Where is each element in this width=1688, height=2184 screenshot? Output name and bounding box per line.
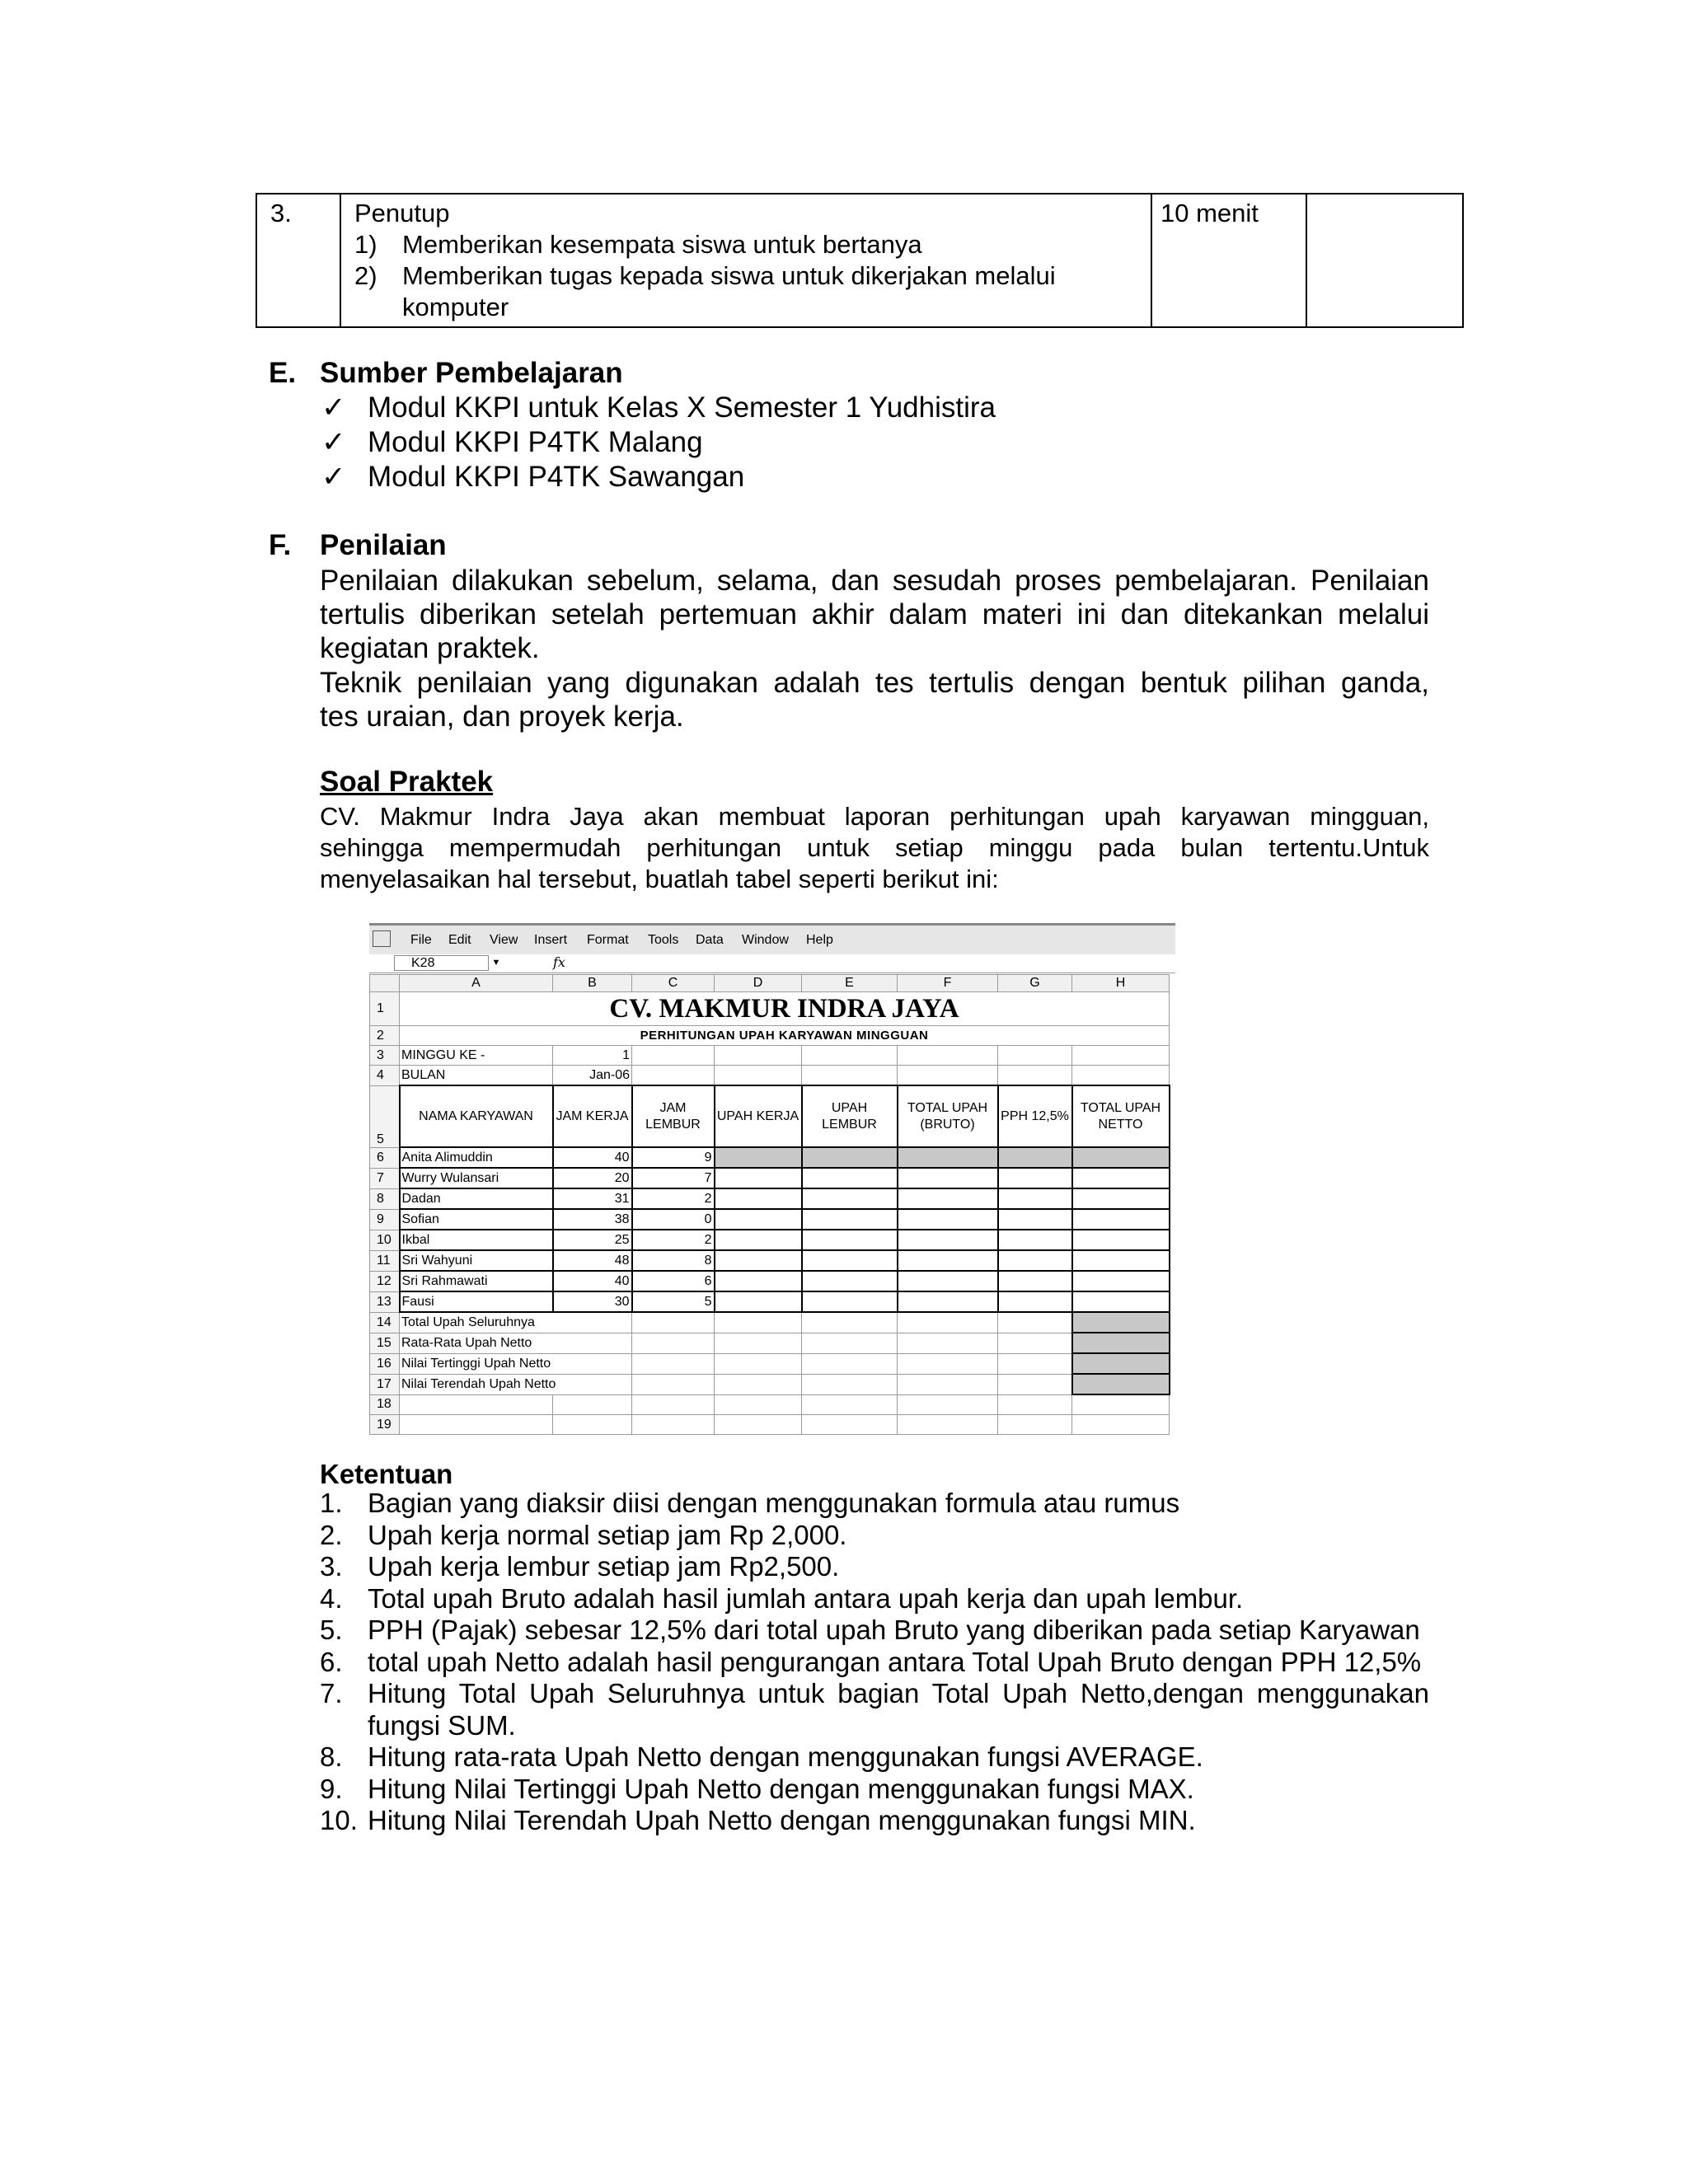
formula-cell[interactable] (1072, 1147, 1170, 1168)
cell[interactable]: MINGGU KE - (400, 1046, 553, 1066)
cell[interactable] (998, 1415, 1072, 1435)
cell[interactable] (802, 1046, 898, 1066)
formula-cell[interactable] (998, 1209, 1072, 1230)
formula-cell[interactable] (802, 1291, 898, 1312)
formula-cell[interactable] (898, 1209, 998, 1230)
formula-cell[interactable] (715, 1209, 802, 1230)
function-icon[interactable]: fx (553, 954, 565, 970)
item-text: PPH (Pajak) sebesar 12,5% dari total upah Bruto yang diberikan pada setiap Karyawan (368, 1615, 1420, 1645)
employee-name[interactable]: Anita Alimuddin (400, 1147, 553, 1168)
text-line: kegiatan praktek. (320, 632, 540, 664)
cell[interactable] (802, 1066, 898, 1086)
text-line: tes uraian, dan proyek kerja. (320, 701, 684, 733)
time-cell: 10 menit (1151, 194, 1306, 327)
column-header[interactable]: E (802, 975, 898, 992)
employee-row (370, 1250, 1170, 1271)
cell[interactable] (802, 1353, 898, 1374)
jam-lembur[interactable]: 0 (632, 1209, 715, 1230)
cell[interactable]: 1 (553, 1046, 632, 1066)
row-header[interactable]: 9 (370, 1209, 400, 1230)
jam-lembur[interactable]: 5 (632, 1291, 715, 1312)
jam-lembur[interactable]: 7 (632, 1168, 715, 1188)
source-text: Modul KKPI P4TK Malang (368, 426, 703, 458)
sheet-row (370, 1085, 1170, 1147)
item-number: 1. (320, 1488, 343, 1518)
row-header[interactable]: 12 (370, 1271, 400, 1291)
item-text: Hitung Total Upah Seluruhnya untuk bagian Total Upah Netto,dengan menggunakan fungsi SUM. (368, 1678, 1429, 1741)
corner-cell[interactable] (370, 975, 400, 992)
summary-row (370, 1333, 1170, 1353)
employee-row (370, 1271, 1170, 1291)
column-header[interactable]: H (1072, 975, 1170, 992)
cell[interactable] (998, 1066, 1072, 1086)
cell[interactable] (802, 1415, 898, 1435)
ketentuan-item (320, 1488, 1429, 1520)
formula-cell[interactable] (715, 1168, 802, 1188)
formula-cell[interactable] (898, 1168, 998, 1188)
formula-cell[interactable] (715, 1250, 802, 1271)
item-number: 5. (320, 1615, 343, 1645)
formula-cell[interactable] (1072, 1271, 1170, 1291)
employee-row (370, 1209, 1170, 1230)
row-header[interactable]: 7 (370, 1168, 400, 1188)
summary-value-cell[interactable] (1072, 1333, 1170, 1353)
formula-cell[interactable] (715, 1147, 802, 1168)
employee-row (370, 1230, 1170, 1250)
formula-cell[interactable] (1072, 1188, 1170, 1209)
summary-row (370, 1374, 1170, 1394)
check-icon: ✓ (321, 426, 346, 458)
sheet-icon (373, 930, 391, 947)
employee-name[interactable]: Fausi (400, 1291, 553, 1312)
source-item (321, 426, 703, 459)
formula-cell[interactable] (802, 1147, 898, 1168)
empty-cell (1306, 194, 1463, 327)
employee-name[interactable]: Wurry Wulansari (400, 1168, 553, 1188)
row-header[interactable]: 18 (370, 1394, 400, 1415)
activity-item (354, 229, 1142, 260)
employee-name[interactable]: Sri Wahyuni (400, 1250, 553, 1271)
cell[interactable] (715, 1066, 802, 1086)
menu-view[interactable]: View (490, 933, 518, 947)
row-header[interactable]: 16 (370, 1353, 400, 1374)
cell[interactable] (400, 1415, 553, 1435)
sheet-row (370, 1046, 1170, 1066)
activity-table (256, 193, 1464, 328)
cell[interactable] (898, 1394, 998, 1415)
cell[interactable] (802, 1394, 898, 1415)
text-line: CV. Makmur Indra Jaya akan membuat laporan perhitungan upah karyawan mingguan, (320, 802, 1429, 831)
cell[interactable] (553, 1415, 632, 1435)
jam-kerja[interactable]: 30 (553, 1291, 632, 1312)
menu-bar (369, 923, 1175, 954)
ketentuan-item (320, 1805, 1429, 1837)
check-icon: ✓ (321, 391, 346, 424)
row-header[interactable]: 17 (370, 1374, 400, 1394)
formula-cell[interactable] (1072, 1291, 1170, 1312)
formula-cell[interactable] (998, 1147, 1072, 1168)
formula-cell[interactable] (998, 1168, 1072, 1188)
cell[interactable] (632, 1312, 715, 1333)
jam-lembur[interactable]: 6 (632, 1271, 715, 1291)
spreadsheet-image (369, 923, 1175, 1438)
section-title: Sumber Pembelajaran (320, 357, 623, 389)
item-number: 3. (320, 1551, 343, 1582)
jam-lembur[interactable]: 2 (632, 1188, 715, 1209)
item-text: Hitung rata-rata Upah Netto dengan menggunakan fungsi AVERAGE. (368, 1741, 1203, 1772)
ketentuan-item (320, 1774, 1429, 1806)
formula-cell[interactable] (998, 1271, 1072, 1291)
summary-row (370, 1312, 1170, 1333)
ketentuan-item (320, 1647, 1429, 1679)
cell[interactable] (1072, 1415, 1170, 1435)
section-f-heading (269, 529, 447, 562)
item-number: 6. (320, 1646, 343, 1677)
cell[interactable] (400, 1394, 553, 1415)
sheet-row (370, 1415, 1170, 1435)
ketentuan-item (320, 1583, 1429, 1615)
formula-cell[interactable] (998, 1188, 1072, 1209)
text-line: sehingga mempermudah perhitungan untuk setiap minggu pada bulan tertentu.Untuk (320, 833, 1429, 862)
menu-tools[interactable]: Tools (648, 933, 679, 947)
menu-insert[interactable]: Insert (534, 933, 568, 947)
formula-cell[interactable] (898, 1230, 998, 1250)
row-header[interactable]: 11 (370, 1250, 400, 1271)
summary-row (370, 1353, 1170, 1374)
check-icon: ✓ (321, 461, 346, 493)
cell[interactable] (898, 1415, 998, 1435)
header-cell[interactable]: TOTAL UPAH (BRUTO) (898, 1085, 998, 1147)
header-cell[interactable]: UPAH KERJA (715, 1085, 802, 1147)
formula-cell[interactable] (998, 1250, 1072, 1271)
cell[interactable] (898, 1353, 998, 1374)
formula-cell[interactable] (898, 1271, 998, 1291)
employee-name[interactable]: Sri Rahmawati (400, 1271, 553, 1291)
cell[interactable] (802, 1374, 898, 1394)
formula-cell[interactable] (715, 1188, 802, 1209)
summary-label[interactable]: Total Upah Seluruhnya (400, 1312, 632, 1333)
penilaian-paragraph-2 (320, 666, 1429, 733)
cell[interactable] (898, 1374, 998, 1394)
column-header[interactable]: B (553, 975, 632, 992)
cell[interactable] (715, 1415, 802, 1435)
chevron-down-icon[interactable]: ▼ (491, 958, 501, 968)
cell[interactable] (998, 1394, 1072, 1415)
column-header[interactable]: C (632, 975, 715, 992)
source-item (321, 391, 996, 424)
jam-kerja[interactable]: 48 (553, 1250, 632, 1271)
row-header[interactable]: 4 (370, 1066, 400, 1086)
cell[interactable] (715, 1312, 802, 1333)
source-item (321, 461, 744, 494)
penilaian-paragraph-1 (320, 564, 1429, 665)
formula-cell[interactable] (898, 1250, 998, 1271)
cell[interactable] (553, 1394, 632, 1415)
formula-cell[interactable] (898, 1291, 998, 1312)
formula-cell[interactable] (802, 1188, 898, 1209)
cell[interactable] (1072, 1394, 1170, 1415)
cell[interactable] (1072, 1046, 1170, 1066)
section-letter: F. (269, 529, 292, 561)
summary-label[interactable]: Rata-Rata Upah Netto (400, 1333, 632, 1353)
summary-value-cell[interactable] (1072, 1353, 1170, 1374)
row-header[interactable]: 10 (370, 1230, 400, 1250)
jam-lembur[interactable]: 2 (632, 1230, 715, 1250)
cell[interactable] (998, 1046, 1072, 1066)
sheet-subtitle[interactable]: PERHITUNGAN UPAH KARYAWAN MINGGUAN (400, 1026, 1170, 1046)
formula-cell[interactable] (1072, 1230, 1170, 1250)
jam-kerja[interactable]: 31 (553, 1188, 632, 1209)
header-cell[interactable]: UPAH LEMBUR (802, 1085, 898, 1147)
employee-name[interactable]: Ikbal (400, 1230, 553, 1250)
cell[interactable] (898, 1046, 998, 1066)
row-header[interactable]: 3 (370, 1046, 400, 1066)
item-text: Total upah Bruto adalah hasil jumlah antara upah kerja dan upah lembur. (368, 1582, 1244, 1614)
formula-cell[interactable] (1072, 1168, 1170, 1188)
cell[interactable] (632, 1394, 715, 1415)
cell[interactable] (632, 1046, 715, 1066)
employee-name[interactable]: Dadan (400, 1188, 553, 1209)
item-number: 4. (320, 1582, 343, 1614)
header-cell[interactable]: NAMA KARYAWAN (400, 1085, 553, 1147)
formula-cell[interactable] (1072, 1209, 1170, 1230)
row-number: 3. (256, 194, 340, 327)
employee-row (370, 1147, 1170, 1168)
cell[interactable] (715, 1333, 802, 1353)
item-number: 7. (320, 1678, 343, 1708)
item-number: 9. (320, 1773, 343, 1804)
menu-format[interactable]: Format (587, 933, 629, 947)
menu-window[interactable]: Window (742, 933, 789, 947)
column-header[interactable]: A (400, 975, 553, 992)
section-e-heading (269, 357, 623, 390)
formula-cell[interactable] (802, 1250, 898, 1271)
cell[interactable] (632, 1333, 715, 1353)
source-text: Modul KKPI untuk Kelas X Semester 1 Yudhistira (368, 391, 996, 424)
header-cell[interactable]: PPH 12,5% (998, 1085, 1072, 1147)
ketentuan-item (320, 1615, 1429, 1647)
item-text: Memberikan kesempata siswa untuk bertanya (402, 230, 922, 259)
item-text: Hitung Nilai Tertinggi Upah Netto dengan menggunakan fungsi MAX. (368, 1773, 1194, 1804)
column-header[interactable]: D (715, 975, 802, 992)
soal-paragraph (320, 801, 1429, 895)
item-number: 2. (320, 1519, 343, 1550)
summary-value-cell[interactable] (1072, 1312, 1170, 1333)
cell[interactable] (715, 1394, 802, 1415)
cell[interactable] (898, 1333, 998, 1353)
row-header[interactable]: 1 (370, 992, 400, 1026)
formula-cell[interactable] (802, 1271, 898, 1291)
employee-row (370, 1168, 1170, 1188)
text-line: tertulis diberikan setelah pertemuan akhir dalam materi ini dan ditekankan melalui (320, 598, 1429, 630)
cell[interactable]: Jan-06 (553, 1066, 632, 1086)
item-number: 1) (354, 230, 377, 259)
formula-cell[interactable] (715, 1230, 802, 1250)
summary-label[interactable]: Nilai Terendah Upah Netto (400, 1374, 632, 1394)
formula-cell[interactable] (715, 1291, 802, 1312)
row-header[interactable]: 5 (370, 1085, 400, 1147)
formula-cell[interactable] (998, 1291, 1072, 1312)
formula-bar (369, 954, 1175, 973)
cell[interactable] (898, 1312, 998, 1333)
item-text: Upah kerja lembur setiap jam Rp2,500. (368, 1551, 840, 1582)
cell[interactable] (898, 1066, 998, 1086)
formula-cell[interactable] (802, 1168, 898, 1188)
cell[interactable] (998, 1312, 1072, 1333)
ketentuan-item (320, 1678, 1429, 1741)
employee-row (370, 1291, 1170, 1312)
sheet-row (370, 1394, 1170, 1415)
ketentuan-list (320, 1488, 1429, 1837)
jam-lembur[interactable]: 9 (632, 1147, 715, 1168)
cell[interactable] (715, 1353, 802, 1374)
header-cell[interactable]: TOTAL UPAH NETTO (1072, 1085, 1170, 1147)
jam-kerja[interactable]: 38 (553, 1209, 632, 1230)
row-header[interactable]: 13 (370, 1291, 400, 1312)
cell[interactable] (802, 1333, 898, 1353)
employee-row (370, 1188, 1170, 1209)
jam-kerja[interactable]: 40 (553, 1271, 632, 1291)
jam-kerja[interactable]: 25 (553, 1230, 632, 1250)
column-header-row (370, 975, 1170, 992)
row-header[interactable]: 8 (370, 1188, 400, 1209)
row-header[interactable]: 19 (370, 1415, 400, 1435)
formula-cell[interactable] (998, 1230, 1072, 1250)
text-line: Teknik penilaian yang digunakan adalah tes tertulis dengan bentuk pilihan ganda, (320, 667, 1429, 699)
item-text: Bagian yang diaksir diisi dengan menggunakan formula atau rumus (368, 1488, 1180, 1518)
sheet-row (370, 1026, 1170, 1046)
jam-lembur[interactable]: 8 (632, 1250, 715, 1271)
sheet-title[interactable]: CV. MAKMUR INDRA JAYA (400, 992, 1170, 1026)
formula-cell[interactable] (898, 1147, 998, 1168)
cell[interactable] (998, 1333, 1072, 1353)
ketentuan-item (320, 1741, 1429, 1774)
menu-file[interactable]: File (410, 933, 432, 947)
cell[interactable] (632, 1066, 715, 1086)
row-header[interactable]: 14 (370, 1312, 400, 1333)
cell[interactable] (715, 1046, 802, 1066)
jam-kerja[interactable]: 20 (553, 1168, 632, 1188)
cell[interactable] (1072, 1066, 1170, 1086)
sheet-grid (369, 974, 1170, 1435)
menu-help[interactable]: Help (806, 933, 833, 947)
item-text: Hitung Nilai Terendah Upah Netto dengan menggunakan fungsi MIN. (368, 1805, 1196, 1835)
ketentuan-item (320, 1551, 1429, 1583)
item-text: total upah Netto adalah hasil pengurangan antara Total Upah Bruto dengan PPH 12,5% (368, 1646, 1422, 1677)
item-text: Memberikan tugas kepada siswa untuk dikerjakan melalui komputer (402, 261, 1056, 321)
column-header[interactable]: G (998, 975, 1072, 992)
sheet-row (370, 1066, 1170, 1086)
formula-cell[interactable] (1072, 1250, 1170, 1271)
text-line: menyelasaikan hal tersebut, buatlah tabel seperti berikut ini: (320, 865, 999, 893)
formula-cell[interactable] (715, 1271, 802, 1291)
source-text: Modul KKPI P4TK Sawangan (368, 461, 745, 493)
cell[interactable] (998, 1374, 1072, 1394)
item-text: Upah kerja normal setiap jam Rp 2,000. (368, 1519, 847, 1550)
activity-item (354, 260, 1142, 323)
activity-title: Penutup (354, 199, 450, 227)
item-number: 8. (320, 1741, 343, 1772)
menu-edit[interactable]: Edit (448, 933, 471, 947)
sheet-row (370, 992, 1170, 1026)
cell[interactable]: BULAN (400, 1066, 553, 1086)
employee-name[interactable]: Sofian (400, 1209, 553, 1230)
text-line: Penilaian dilakukan sebelum, selama, dan sesudah proses pembelajaran. Penilaian (320, 565, 1429, 597)
cell[interactable] (632, 1353, 715, 1374)
summary-value-cell[interactable] (1072, 1374, 1170, 1394)
formula-cell[interactable] (802, 1209, 898, 1230)
section-title: Penilaian (320, 529, 447, 561)
ketentuan-heading: Ketentuan (320, 1459, 453, 1489)
summary-label[interactable]: Nilai Tertinggi Upah Netto (400, 1353, 632, 1374)
item-number: 2) (354, 261, 377, 290)
header-cell[interactable]: JAM KERJA (553, 1085, 632, 1147)
soal-heading: Soal Praktek (320, 766, 494, 798)
row-header[interactable]: 2 (370, 1026, 400, 1046)
cell[interactable] (632, 1415, 715, 1435)
header-cell[interactable]: JAM LEMBUR (632, 1085, 715, 1147)
cell[interactable] (632, 1374, 715, 1394)
item-number: 10. (320, 1805, 358, 1835)
ketentuan-item (320, 1520, 1429, 1552)
menu-data[interactable]: Data (696, 933, 724, 947)
row-header[interactable]: 15 (370, 1333, 400, 1353)
formula-cell[interactable] (802, 1230, 898, 1250)
row-header[interactable]: 6 (370, 1147, 400, 1168)
formula-cell[interactable] (898, 1188, 998, 1209)
cell[interactable] (998, 1353, 1072, 1374)
cell[interactable] (802, 1312, 898, 1333)
name-box[interactable]: K28 (394, 955, 489, 971)
activity-cell (340, 194, 1151, 327)
cell[interactable] (715, 1374, 802, 1394)
jam-kerja[interactable]: 40 (553, 1147, 632, 1168)
section-letter: E. (269, 357, 297, 389)
column-header[interactable]: F (898, 975, 998, 992)
